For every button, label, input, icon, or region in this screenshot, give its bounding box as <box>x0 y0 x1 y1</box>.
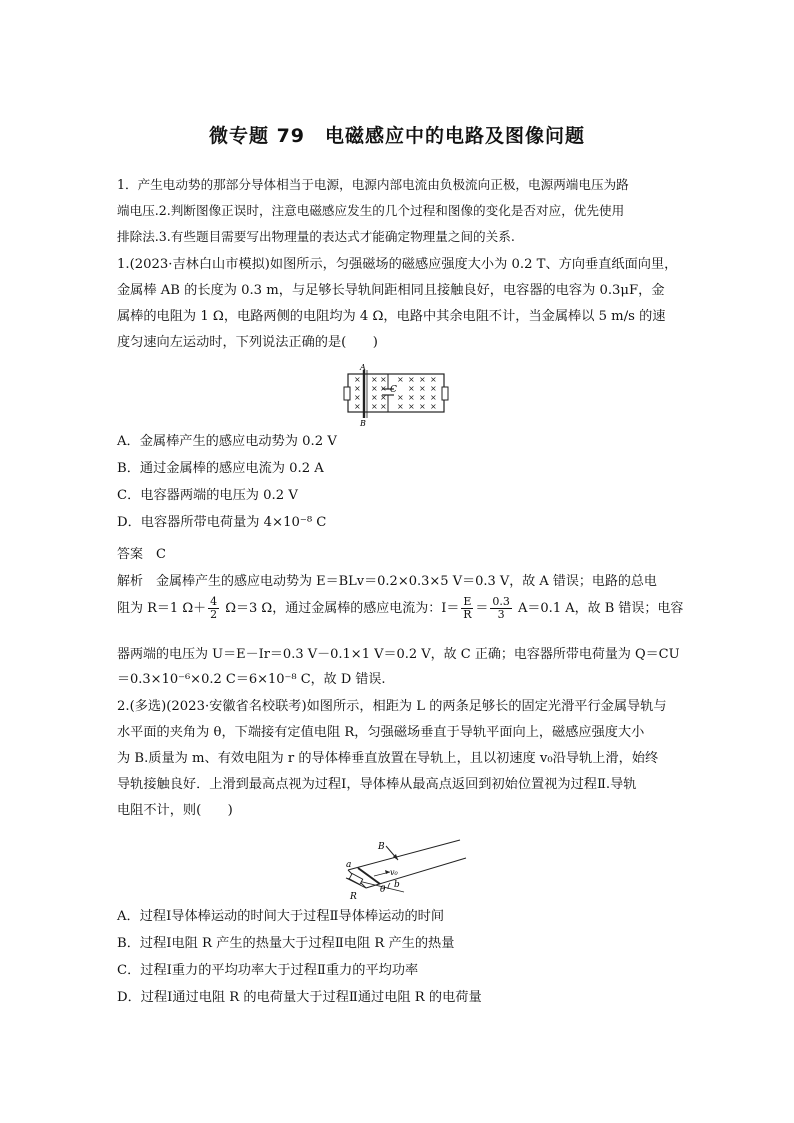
fraction: $\frac{4}{2}$ <box>210 595 218 621</box>
fraction: $\frac{0.3}{3}$ <box>492 595 510 621</box>
svg-text:×: × <box>408 384 415 393</box>
svg-text:×: × <box>380 393 387 402</box>
svg-text:×: × <box>419 393 426 402</box>
q1-option-b: B．通过金属棒的感应电流为 0.2 A <box>117 461 324 476</box>
circuit-figure <box>340 362 452 428</box>
q1-option-a: A．金属棒产生的感应电动势为 0.2 V <box>117 434 337 449</box>
svg-text:×: × <box>430 384 437 393</box>
question-line: 属棒的电阻为 1 Ω，电路两侧的电阻均为 4 Ω，电路中其余电阻不计，当金属棒以 5 m/s 的速 <box>117 309 666 324</box>
q1-analysis-line3: 器两端的电压为 U＝E－Ir＝0.3 V－0.1×1 V＝0.2 V，故 C 正确；电容器所带电荷量为 Q＝CU <box>117 647 680 662</box>
label-b: B <box>360 419 366 428</box>
q1-option-d: D．电容器所带电荷量为 4×10⁻⁸ C <box>117 515 327 530</box>
svg-text:×: × <box>371 375 378 384</box>
svg-text:×: × <box>397 402 404 411</box>
label-a: a <box>346 860 352 870</box>
question-line: 水平面的夹角为 θ，下端接有定值电阻 R，匀强磁场垂直于导轨平面向上，磁感应强度大小 <box>117 725 645 740</box>
question-1-stem <box>117 252 679 356</box>
question-line: 导轨接触良好．上滑到最高点视为过程Ⅰ，导体棒从最高点返回到初始位置视为过程Ⅱ.导轨 <box>117 777 637 792</box>
svg-text:×: × <box>371 402 378 411</box>
svg-text:×: × <box>419 375 426 384</box>
q1-option-c: C．电容器两端的电压为 0.2 V <box>117 488 298 503</box>
svg-text:×: × <box>380 402 387 411</box>
svg-text:×: × <box>397 375 404 384</box>
label-c: C <box>390 385 397 395</box>
q2-option-a: A．过程Ⅰ导体棒运动的时间大于过程Ⅱ导体棒运动的时间 <box>117 909 445 924</box>
svg-text:×: × <box>430 402 437 411</box>
question-line: 2.(多选)(2023·安徽省名校联考)如图所示，相距为 L 的两条足够长的固定光滑平行金属导轨与 <box>117 699 667 714</box>
intro-section <box>117 172 679 250</box>
q2-option-b: B．过程Ⅰ电阻 R 产生的热量大于过程Ⅱ电阻 R 产生的热量 <box>117 936 455 951</box>
question-line: 金属棒 AB 的长度为 0.3 m，与足够长导轨间距相同且接触良好，电容器的电容为 0.3μF，金 <box>117 283 665 298</box>
svg-text:×: × <box>408 402 415 411</box>
svg-text:×: × <box>430 393 437 402</box>
svg-text:×: × <box>430 375 437 384</box>
question-line: 为 B.质量为 m、有效电阻为 r 的导体棒垂直放置在导轨上，且以初速度 v₀沿导轨上滑，始终 <box>117 751 659 766</box>
label-r: R <box>350 892 357 902</box>
svg-text:×: × <box>354 402 361 411</box>
fraction: $\frac{E}{R}$ <box>463 595 472 621</box>
q1-analysis-line1: 解析 金属棒产生的感应电动势为 E＝BLv＝0.2×0.3×5 V＝0.3 V，故 A 错误；电路的总电 <box>117 574 657 589</box>
question-line: 1.(2023·吉林白山市模拟)如图所示，匀强磁场的磁感应强度大小为 0.2 T、方向垂直纸面向里， <box>117 257 678 272</box>
svg-text:×: × <box>371 393 378 402</box>
q2-option-d: D．过程Ⅰ通过电阻 R 的电荷量大于过程Ⅱ通过电阻 R 的电荷量 <box>117 990 482 1005</box>
intro-line: 1．产生电动势的那部分导体相当于电源，电源内部电流由负极流向正极，电源两端电压为路 <box>117 177 629 192</box>
label-v0: v₀ <box>390 868 398 877</box>
intro-line: 端电压.2.判断图像正误时，注意电磁感应发生的几个过程和图像的变化是否对应，优先使用 <box>117 203 625 218</box>
q1-analysis-line4: ＝0.3×10⁻⁶×0.2 C＝6×10⁻⁸ C，故 D 错误. <box>117 672 386 687</box>
svg-text:×: × <box>354 375 361 384</box>
q2-option-c: C．过程Ⅰ重力的平均功率大于过程Ⅱ重力的平均功率 <box>117 963 419 978</box>
question-line: 电阻不计，则( ) <box>117 803 233 818</box>
svg-text:×: × <box>397 393 404 402</box>
question-2-stem <box>117 694 679 824</box>
svg-text:×: × <box>380 375 387 384</box>
svg-text:×: × <box>380 384 387 393</box>
page-title: 微专题 79 电磁感应中的电路及图像问题 <box>208 125 586 147</box>
incline-rails-figure <box>336 836 468 902</box>
svg-text:×: × <box>419 402 426 411</box>
label-b-field: B <box>378 842 385 852</box>
intro-line: 排除法.3.有些题目需要写出物理量的表达式才能确定物理量之间的关系. <box>117 229 515 244</box>
question-line: 度匀速向左运动时，下列说法正确的是( ) <box>117 335 378 350</box>
q1-answer: 答案 C <box>117 547 166 562</box>
svg-text:×: × <box>419 384 426 393</box>
svg-text:×: × <box>408 375 415 384</box>
svg-text:×: × <box>354 393 361 402</box>
svg-text:×: × <box>354 384 361 393</box>
label-a: A <box>360 363 366 372</box>
svg-text:×: × <box>371 384 378 393</box>
label-theta: θ <box>380 885 386 895</box>
svg-text:×: × <box>408 393 415 402</box>
q1-analysis-line2: 阻为 R＝1 Ω＋ $\frac{4}{2}$ Ω＝3 Ω，通过金属棒的感应电流为：I＝ $\frac{E}{R}$ ＝ $\frac{0.3}{3}$ A＝0.1 A，故 B 错误；电容 <box>117 595 684 621</box>
label-b: b <box>394 880 400 890</box>
